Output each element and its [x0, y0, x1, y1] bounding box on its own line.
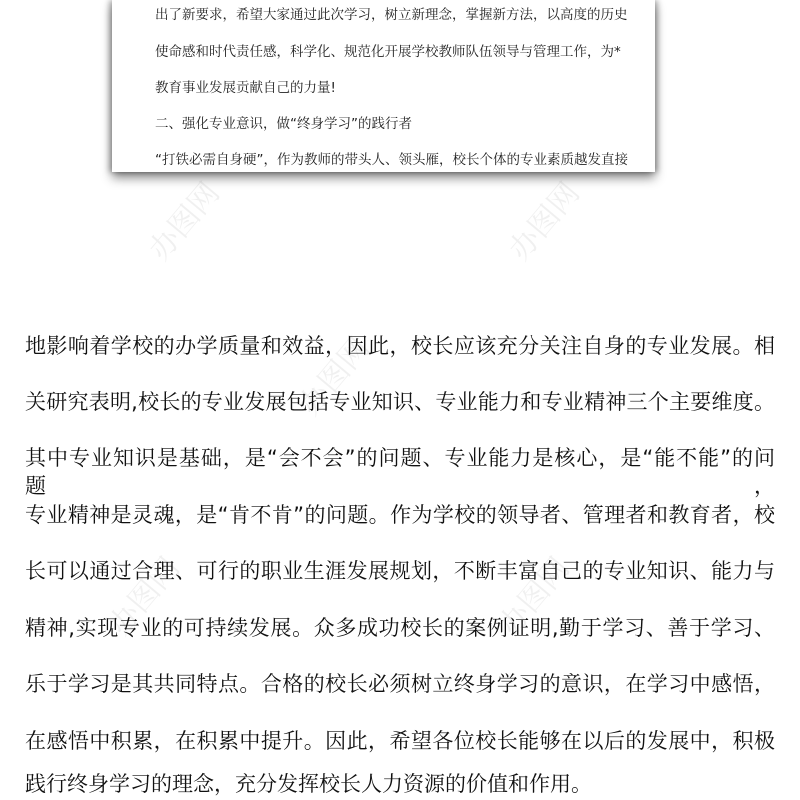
watermark: 办图网	[292, 330, 377, 423]
document-preview-card	[112, 0, 655, 172]
body-line: 践行终身学习的理念，充分发挥校长人力资源的价值和作用。	[25, 772, 592, 796]
body-line: 长可以通过合理、可行的职业生涯发展规划，不断丰富自己的专业知识、能力与	[25, 559, 775, 583]
card-line: 教育事业发展贡献自己的力量!	[155, 80, 336, 96]
body-line: 地影响着学校的办学质量和效益，因此，校长应该充分关注自身的专业发展。相	[25, 334, 775, 358]
body-line: 关研究表明,校长的专业发展包括专业知识、专业能力和专业精神三个主要维度。	[25, 390, 775, 414]
body-line: 乐于学习是其共同特点。合格的校长必须树立终身学习的意识，在学习中感悟，	[25, 672, 775, 696]
body-line: 专业精神是灵魂，是“肯不肯”的问题。作为学校的领导者、管理者和教育者，校	[25, 503, 775, 527]
watermark: 办图网	[142, 175, 227, 268]
body-line: 精神,实现专业的可持续发展。众多成功校长的案例证明,勤于学习、善于学习、	[25, 616, 775, 640]
body-line: 其中专业知识是基础，是“会不会”的问题、专业能力是核心，是“能不能”的问题，	[25, 446, 775, 498]
card-line: “打铁必需自身硬”，作为教师的带头人、领头雁，校长个体的专业素质越发直接	[155, 152, 628, 168]
card-section-heading: 二、强化专业意识，做“终身学习”的践行者	[155, 116, 412, 132]
watermark: 办图网	[492, 550, 577, 643]
card-line: 出了新要求，希望大家通过此次学习，树立新理念，掌握新方法，以高度的历史	[155, 7, 628, 23]
body-line: 在感悟中积累，在积累中提升。因此，希望各位校长能够在以后的发展中，积极	[25, 729, 775, 753]
watermark: 办图网	[102, 550, 187, 643]
watermark: 办图网	[502, 175, 587, 268]
card-line: 使命感和时代责任感，科学化、规范化开展学校教师队伍领导与管理工作，为*	[155, 44, 621, 60]
